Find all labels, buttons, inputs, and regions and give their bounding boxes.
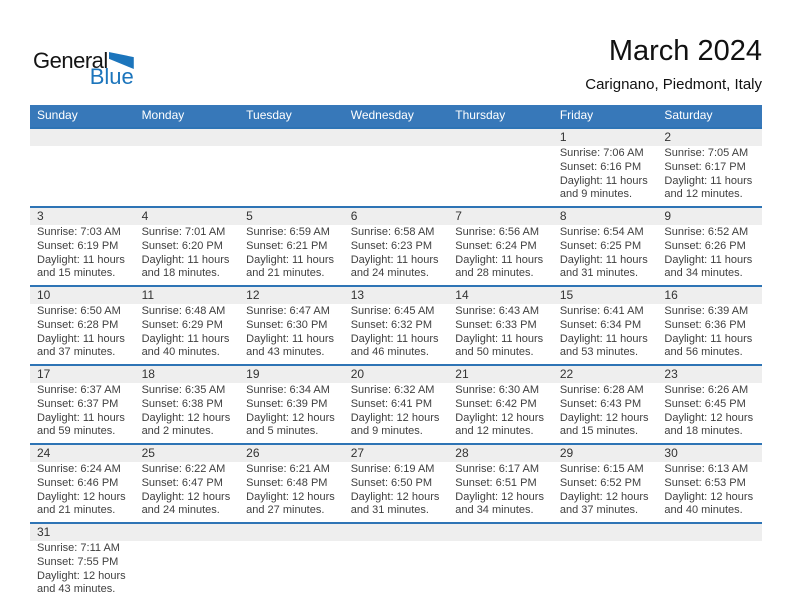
day-info-line: Sunset: 6:24 PM xyxy=(455,239,537,252)
day-number: 31 xyxy=(37,525,51,539)
day-cell xyxy=(448,225,553,285)
day-number: 14 xyxy=(455,288,469,302)
day-info-line: Sunrise: 7:05 AM xyxy=(664,147,749,159)
day-info-line: Sunrise: 6:48 AM xyxy=(141,305,226,317)
day-info-line: Sunrise: 6:17 AM xyxy=(455,463,540,475)
day-info-line: Sunset: 6:46 PM xyxy=(37,476,119,489)
empty-day-number xyxy=(135,524,240,541)
day-info-line: Daylight: 12 hours and 27 minutes. xyxy=(246,490,335,517)
day-details-row xyxy=(30,462,762,522)
day-number: 15 xyxy=(559,288,574,302)
empty-day-number xyxy=(135,129,240,146)
location-subtitle: Carignano, Piedmont, Italy xyxy=(585,75,762,93)
day-info-line: Daylight: 11 hours and 59 minutes. xyxy=(37,411,125,438)
title-block xyxy=(585,36,762,93)
day-info-line: Sunset: 6:50 PM xyxy=(350,476,433,489)
weekday-monday: Monday xyxy=(141,108,185,122)
day-info-line: Sunrise: 6:26 AM xyxy=(664,384,749,396)
day-info-line: Sunset: 6:17 PM xyxy=(664,160,746,173)
day-info-line: Sunrise: 6:24 AM xyxy=(37,463,121,475)
weekday-tuesday: Tuesday xyxy=(246,108,292,122)
day-number: 22 xyxy=(559,367,574,381)
day-number: 28 xyxy=(455,446,469,460)
empty-day-cell xyxy=(239,541,344,601)
day-info-line: Daylight: 12 hours and 43 minutes. xyxy=(37,569,126,596)
empty-day-number xyxy=(239,524,344,541)
day-info-line: Sunset: 6:42 PM xyxy=(455,397,537,410)
day-cell xyxy=(553,146,658,206)
day-number: 16 xyxy=(664,288,678,302)
day-number-strip xyxy=(30,208,762,225)
day-number: 8 xyxy=(559,209,567,223)
day-info-line: Sunrise: 6:30 AM xyxy=(455,384,540,396)
day-cell xyxy=(135,225,240,285)
day-info-line: Sunset: 6:43 PM xyxy=(559,397,642,410)
day-number: 4 xyxy=(141,209,149,223)
day-info-line: Sunset: 6:21 PM xyxy=(246,239,328,252)
day-number: 30 xyxy=(664,446,678,460)
day-number: 20 xyxy=(350,367,365,381)
day-info-line: Daylight: 12 hours and 34 minutes. xyxy=(455,490,544,517)
day-details-row xyxy=(30,383,762,443)
day-info-line: Sunrise: 6:22 AM xyxy=(141,463,226,475)
empty-day-cell xyxy=(553,541,658,601)
day-info-line: Sunrise: 7:11 AM xyxy=(37,542,120,554)
empty-day-cell xyxy=(448,146,553,206)
day-cell xyxy=(239,304,344,364)
day-info-line: Daylight: 12 hours and 12 minutes. xyxy=(455,411,544,438)
empty-day-cell xyxy=(30,146,135,206)
day-info-line: Sunrise: 6:45 AM xyxy=(350,305,435,317)
day-info-line: Sunset: 6:47 PM xyxy=(141,476,223,489)
week-row xyxy=(30,443,762,522)
day-info-line: Sunrise: 6:35 AM xyxy=(141,384,226,396)
day-info-line: Daylight: 12 hours and 18 minutes. xyxy=(664,411,754,438)
day-cell xyxy=(344,383,449,443)
day-info-line: Sunset: 6:37 PM xyxy=(37,397,119,410)
empty-day-number xyxy=(30,129,135,146)
day-number: 2 xyxy=(664,130,672,144)
day-info-line: Sunset: 6:16 PM xyxy=(559,160,642,173)
day-cell xyxy=(30,304,135,364)
day-cell xyxy=(30,541,135,601)
day-info-line: Daylight: 11 hours and 28 minutes. xyxy=(455,253,544,280)
day-info-line: Sunrise: 6:52 AM xyxy=(664,226,749,238)
day-number-strip xyxy=(30,287,762,304)
day-info-line: Daylight: 12 hours and 2 minutes. xyxy=(141,411,231,438)
empty-day-number xyxy=(657,524,762,541)
day-number: 5 xyxy=(246,209,253,223)
day-info-line: Sunset: 6:20 PM xyxy=(141,239,223,252)
day-info-line: Daylight: 11 hours and 9 minutes. xyxy=(559,174,648,201)
day-cell xyxy=(135,383,240,443)
day-info-line: Sunrise: 6:39 AM xyxy=(664,305,749,317)
day-cell xyxy=(30,462,135,522)
day-info-line: Sunrise: 6:43 AM xyxy=(455,305,540,317)
day-number: 23 xyxy=(664,367,678,381)
day-cell xyxy=(344,462,449,522)
day-cell xyxy=(553,304,658,364)
day-info-line: Daylight: 11 hours and 34 minutes. xyxy=(664,253,753,280)
day-info-line: Daylight: 12 hours and 5 minutes. xyxy=(246,411,335,438)
weeks-container xyxy=(30,127,762,601)
day-number: 19 xyxy=(246,367,260,381)
empty-day-number xyxy=(448,129,553,146)
day-number: 21 xyxy=(455,367,469,381)
day-number: 3 xyxy=(37,209,44,223)
day-info-line: Sunset: 6:51 PM xyxy=(455,476,537,489)
day-info-line: Sunset: 6:52 PM xyxy=(559,476,642,489)
day-info-line: Daylight: 11 hours and 15 minutes. xyxy=(37,253,125,280)
day-details-row xyxy=(30,146,762,206)
day-cell xyxy=(657,304,762,364)
day-info-line: Sunset: 6:30 PM xyxy=(246,318,328,331)
day-info-line: Sunset: 7:55 PM xyxy=(37,555,119,568)
day-details-row xyxy=(30,304,762,364)
day-cell xyxy=(553,462,658,522)
day-number: 13 xyxy=(350,288,365,302)
day-cell xyxy=(553,225,658,285)
week-row xyxy=(30,127,762,206)
day-number: 10 xyxy=(37,288,51,302)
day-info-line: Daylight: 11 hours and 46 minutes. xyxy=(350,332,439,359)
day-info-line: Sunrise: 7:06 AM xyxy=(559,147,644,159)
day-info-line: Sunset: 6:23 PM xyxy=(350,239,433,252)
weekday-sunday: Sunday xyxy=(37,108,78,122)
day-info-line: Daylight: 12 hours and 37 minutes. xyxy=(559,490,649,517)
day-cell xyxy=(239,225,344,285)
day-info-line: Sunrise: 6:28 AM xyxy=(559,384,644,396)
weekday-friday: Friday xyxy=(559,108,594,122)
day-details-row xyxy=(30,225,762,285)
day-info-line: Sunset: 6:45 PM xyxy=(664,397,746,410)
day-info-line: Sunrise: 6:50 AM xyxy=(37,305,121,317)
day-info-line: Sunrise: 6:54 AM xyxy=(559,226,644,238)
day-number: 29 xyxy=(559,446,574,460)
day-info-line: Sunrise: 7:03 AM xyxy=(37,226,121,238)
day-cell xyxy=(448,462,553,522)
day-cell xyxy=(657,225,762,285)
day-info-line: Sunrise: 6:56 AM xyxy=(455,226,540,238)
day-info-line: Sunset: 6:34 PM xyxy=(559,318,642,331)
day-cell xyxy=(553,383,658,443)
day-info-line: Daylight: 12 hours and 9 minutes. xyxy=(350,411,440,438)
day-number: 1 xyxy=(559,130,567,144)
day-details-row xyxy=(30,541,762,601)
day-info-line: Sunrise: 6:21 AM xyxy=(246,463,330,475)
day-number: 12 xyxy=(246,288,260,302)
day-info-line: Sunrise: 6:59 AM xyxy=(246,226,330,238)
day-info-line: Daylight: 11 hours and 43 minutes. xyxy=(246,332,334,359)
day-info-line: Daylight: 12 hours and 24 minutes. xyxy=(141,490,231,517)
empty-day-cell xyxy=(239,146,344,206)
day-cell xyxy=(239,383,344,443)
day-info-line: Daylight: 12 hours and 21 minutes. xyxy=(37,490,126,517)
weekday-wednesday: Wednesday xyxy=(350,108,414,122)
day-number: 17 xyxy=(37,367,51,381)
day-info-line: Sunset: 6:28 PM xyxy=(37,318,119,331)
day-number: 18 xyxy=(141,367,155,381)
day-info-line: Daylight: 11 hours and 53 minutes. xyxy=(559,332,648,359)
empty-day-cell xyxy=(344,541,449,601)
logo-text-blue: Blue xyxy=(89,64,134,89)
day-cell xyxy=(30,225,135,285)
day-number: 26 xyxy=(246,446,260,460)
empty-day-cell xyxy=(657,541,762,601)
day-cell xyxy=(30,383,135,443)
weekday-thursday: Thursday xyxy=(455,108,506,122)
day-number-strip xyxy=(30,366,762,383)
week-row xyxy=(30,522,762,601)
empty-day-cell xyxy=(448,541,553,601)
day-cell xyxy=(657,383,762,443)
day-cell xyxy=(657,146,762,206)
day-number: 24 xyxy=(37,446,51,460)
day-number-strip xyxy=(30,524,762,541)
day-info-line: Daylight: 12 hours and 31 minutes. xyxy=(350,490,440,517)
day-info-line: Daylight: 11 hours and 21 minutes. xyxy=(246,253,334,280)
empty-day-number xyxy=(553,524,658,541)
empty-day-cell xyxy=(344,146,449,206)
calendar-table xyxy=(30,105,762,601)
day-info-line: Sunset: 6:48 PM xyxy=(246,476,328,489)
day-info-line: Sunset: 6:53 PM xyxy=(664,476,746,489)
day-number-strip xyxy=(30,445,762,462)
day-info-line: Sunset: 6:41 PM xyxy=(350,397,433,410)
day-info-line: Sunset: 6:38 PM xyxy=(141,397,223,410)
day-number: 9 xyxy=(664,209,672,223)
day-cell xyxy=(135,304,240,364)
day-number-strip xyxy=(30,129,762,146)
general-blue-logo xyxy=(33,50,134,88)
day-info-line: Sunrise: 6:32 AM xyxy=(350,384,435,396)
week-row xyxy=(30,206,762,285)
month-title: March 2024 xyxy=(608,35,762,67)
day-info-line: Sunset: 6:19 PM xyxy=(37,239,119,252)
weekday-saturday: Saturday xyxy=(664,108,713,122)
day-info-line: Sunset: 6:33 PM xyxy=(455,318,537,331)
day-cell xyxy=(657,462,762,522)
day-number: 27 xyxy=(350,446,365,460)
day-info-line: Sunrise: 6:34 AM xyxy=(246,384,330,396)
day-info-line: Daylight: 12 hours and 15 minutes. xyxy=(559,411,649,438)
empty-day-number xyxy=(344,524,449,541)
day-info-line: Daylight: 11 hours and 50 minutes. xyxy=(455,332,544,359)
day-info-line: Sunrise: 6:15 AM xyxy=(559,463,644,475)
empty-day-cell xyxy=(135,146,240,206)
week-row xyxy=(30,285,762,364)
empty-day-cell xyxy=(135,541,240,601)
day-info-line: Daylight: 11 hours and 56 minutes. xyxy=(664,332,753,359)
day-cell xyxy=(135,462,240,522)
day-info-line: Sunrise: 6:19 AM xyxy=(350,463,435,475)
day-info-line: Sunrise: 6:13 AM xyxy=(664,463,749,475)
empty-day-number xyxy=(448,524,553,541)
day-info-line: Daylight: 11 hours and 18 minutes. xyxy=(141,253,230,280)
day-info-line: Sunset: 6:29 PM xyxy=(141,318,223,331)
day-info-line: Sunrise: 7:01 AM xyxy=(141,226,226,238)
weekday-header-row xyxy=(30,105,762,127)
day-info-line: Daylight: 11 hours and 31 minutes. xyxy=(559,253,648,280)
day-info-line: Daylight: 12 hours and 40 minutes. xyxy=(664,490,754,517)
day-cell xyxy=(448,383,553,443)
day-info-line: Sunset: 6:32 PM xyxy=(350,318,433,331)
day-info-line: Daylight: 11 hours and 37 minutes. xyxy=(37,332,125,359)
day-cell xyxy=(448,304,553,364)
day-info-line: Sunset: 6:39 PM xyxy=(246,397,328,410)
day-number: 25 xyxy=(141,446,155,460)
day-info-line: Daylight: 11 hours and 40 minutes. xyxy=(141,332,230,359)
day-number: 11 xyxy=(141,288,155,302)
day-info-line: Daylight: 11 hours and 12 minutes. xyxy=(664,174,753,201)
empty-day-number xyxy=(344,129,449,146)
logo-text-general: General xyxy=(33,48,108,73)
day-info-line: Sunrise: 6:47 AM xyxy=(246,305,330,317)
day-info-line: Sunset: 6:25 PM xyxy=(559,239,642,252)
day-cell xyxy=(344,304,449,364)
day-number: 6 xyxy=(350,209,358,223)
day-number: 7 xyxy=(455,209,462,223)
day-info-line: Sunrise: 6:37 AM xyxy=(37,384,121,396)
day-cell xyxy=(239,462,344,522)
empty-day-number xyxy=(239,129,344,146)
day-info-line: Sunset: 6:36 PM xyxy=(664,318,746,331)
day-info-line: Daylight: 11 hours and 24 minutes. xyxy=(350,253,439,280)
day-cell xyxy=(344,225,449,285)
day-info-line: Sunset: 6:26 PM xyxy=(664,239,746,252)
day-info-line: Sunrise: 6:58 AM xyxy=(350,226,435,238)
day-info-line: Sunrise: 6:41 AM xyxy=(559,305,644,317)
week-row xyxy=(30,364,762,443)
